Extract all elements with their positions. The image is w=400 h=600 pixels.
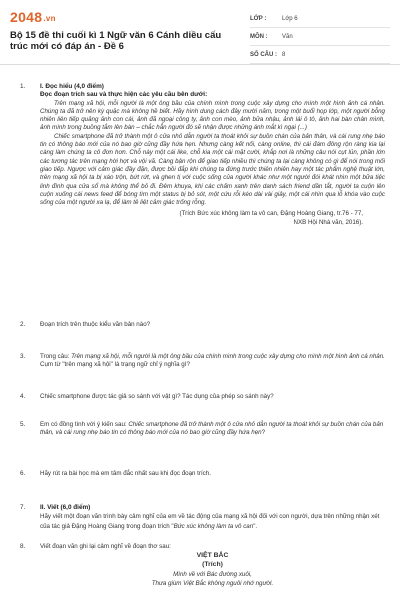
question-text-part: Cụm từ "trên mạng xã hội" là trạng ngữ chỉ ý nghĩa gì? — [40, 361, 190, 369]
excerpt-paragraph: Chiếc smartphone đã trở thành một ô cửa nhỏ dẫn người ta thoát khỏi sự buồn chán của bản thân, và cái rung nhẹ báo tin có thông báo mới của nó bao giờ cũng đầy hứa hẹn. Nhưng càng kết nối, càng online, thì cái đám đông rộn ràng kia lại càng làm chúng ta cô đơn hơn. Chỗ này một cái like, chỗ kia một cái mặt cười, khắp nơi là những câu nói cụt lủn, phần lớn các tương tác trên mạng hời hợt và vội vã. Càng bận rộn để giao tiếp nhiều thì chúng ta lại càng không có gì để nói trong mối giao tiếp. Ngược với cảm giác đầy đặn, được bồi đắp khi chúng ta đứng trước thiên nhiên hay một tác phẩm nghệ thuật lớn, trên mạng xã hội ta bị xáo trộn, bứt rứt, và ghen tị với cuộc sống của người khác như một người đói khát nhìn một bữa tiệc linh đình qua cửa sổ mà không thể bỏ đi. Đêm khuya, khi các chấm xanh trên danh sách friend dần tắt, người ta cuộn lên cuộn xuống cái news feed để bóng tìm một status bị bỏ sót, một cứu rỗi kéo dài vài giây, một cái nhìn qua lỗ khóa vào cuộc sống của một người xa lạ, để làm tê liệt cảm giác trống rỗng. — [40, 132, 385, 207]
question-number: 4. — [20, 393, 26, 400]
question-number: 2. — [20, 321, 26, 328]
quoted-title: Bức xúc không làm ta vô can — [173, 522, 254, 530]
question-text-part: ? — [261, 429, 266, 437]
site-logo[interactable] — [10, 9, 56, 25]
question-text: Viết đoạn văn ghi lại cảm nghĩ về đoạn thơ sau: — [40, 543, 171, 550]
section-heading: I. Đọc hiểu (4,0 điểm) — [40, 83, 104, 90]
question-content — [40, 504, 385, 531]
question-text-part: Trong câu: — [40, 353, 72, 360]
meta-value: Văn — [282, 33, 293, 40]
instruction: Đọc đoạn trích sau và thực hiện các yêu cầu bên dưới: — [40, 91, 208, 99]
poem-line: Mình về với Bác đường xuôi, — [173, 570, 252, 578]
meta-value: Lớp 6 — [282, 15, 298, 22]
meta-label: MÔN : — [250, 33, 268, 40]
question-text-part: Em có đồng tình với ý kiến sau: — [40, 421, 129, 428]
question-number: 5. — [20, 421, 26, 428]
excerpt-paragraph: Trên mạng xã hội, mỗi người là một ông bầu của chính mình trong cuộc xây dựng cho mình một hình ảnh cá nhân. Chúng ta đã trở nên kỳ quặc mà không hề biết. Hãy hình dung cách đây mười năm, trong một buổi họp lớp, một người bỗng nhiên liên tiếp quăng ảnh con cái, ảnh đã ngoại công ty, ảnh con mèo, ảnh bữa nhậu, ảnh lái ô tô, ảnh hai bàn chân mình, ảnh mình trong buồng tắm lên bàn – chắc hẳn người đó sẽ nhận được những ánh mắt kì ngại (...) — [40, 99, 385, 132]
logo-suffix: .vn — [43, 13, 56, 23]
excerpt-source: (Trích Bức xúc không làm ta vô can, Đặng Hoàng Giang, tr.76 - 77, — [179, 210, 363, 218]
question-text — [40, 421, 385, 438]
meta-row-class — [250, 10, 390, 28]
question-text: Hãy rút ra bài học mà em tâm đắc nhất sau khi đọc đoạn trích. — [40, 470, 211, 477]
question-text — [40, 353, 385, 370]
question-text: Chiếc smartphone được tác giả so sánh với vật gì? Tác dụng của phép so sánh này? — [40, 393, 274, 400]
poem-title: VIỆT BẮC — [196, 552, 229, 560]
question-number: 1. — [20, 83, 26, 90]
section-heading: II. Viết (6,0 điểm) — [40, 504, 91, 511]
poem-subtitle: (Trích) — [202, 560, 223, 568]
meta-row-subject — [250, 28, 390, 46]
question-text-part: ". — [253, 522, 258, 530]
excerpt-source: NXB Hội Nhà văn, 2016). — [293, 218, 363, 226]
question-number: 6. — [20, 470, 26, 477]
exam-meta — [250, 10, 390, 64]
quoted-sentence: Chiếc smartphone đã trở thành một ô cửa nhỏ dẫn người ta thoát khỏi sự buồn chán của bản thân, và cái rung nhẹ báo tin có thông báo mới của nó bao giờ cũng đầy hứa hẹn — [40, 421, 384, 437]
exam-title: Bộ 15 đề thi cuối kì 1 Ngữ văn 6 Cánh diều cấu trúc mới có đáp án - Đề 6 — [10, 30, 222, 52]
meta-value: 8 — [282, 51, 286, 58]
question-text — [40, 512, 385, 531]
meta-row-count — [250, 46, 390, 64]
question-number: 8. — [20, 543, 26, 550]
page-header — [0, 0, 400, 65]
question-text-part: Hãy viết một đoạn văn trình bày cảm nghĩ của em về tác động của mạng xã hội đối với con người, dựa trên những nhận xét của tác giả Đặng Hoàng Giang trong đoạn trích " — [40, 513, 380, 530]
question-text: Đoạn trích trên thuộc kiểu văn bản nào? — [40, 321, 151, 328]
logo-main: 2048 — [10, 9, 43, 25]
question-content — [40, 83, 385, 227]
question-content — [40, 543, 385, 588]
meta-label: SỐ CÂU : — [250, 51, 277, 58]
quoted-sentence: Trên mạng xã hội, mỗi người là một ông bầu của chính mình trong cuộc xây dựng cho mình một hình ảnh cá nhân. — [71, 353, 385, 360]
meta-label: LỚP : — [250, 15, 267, 22]
question-number: 3. — [20, 353, 26, 360]
poem-line: Thưa giùm Việt Bắc không nguôi nhớ người. — [151, 580, 274, 588]
question-number: 7. — [20, 504, 26, 511]
